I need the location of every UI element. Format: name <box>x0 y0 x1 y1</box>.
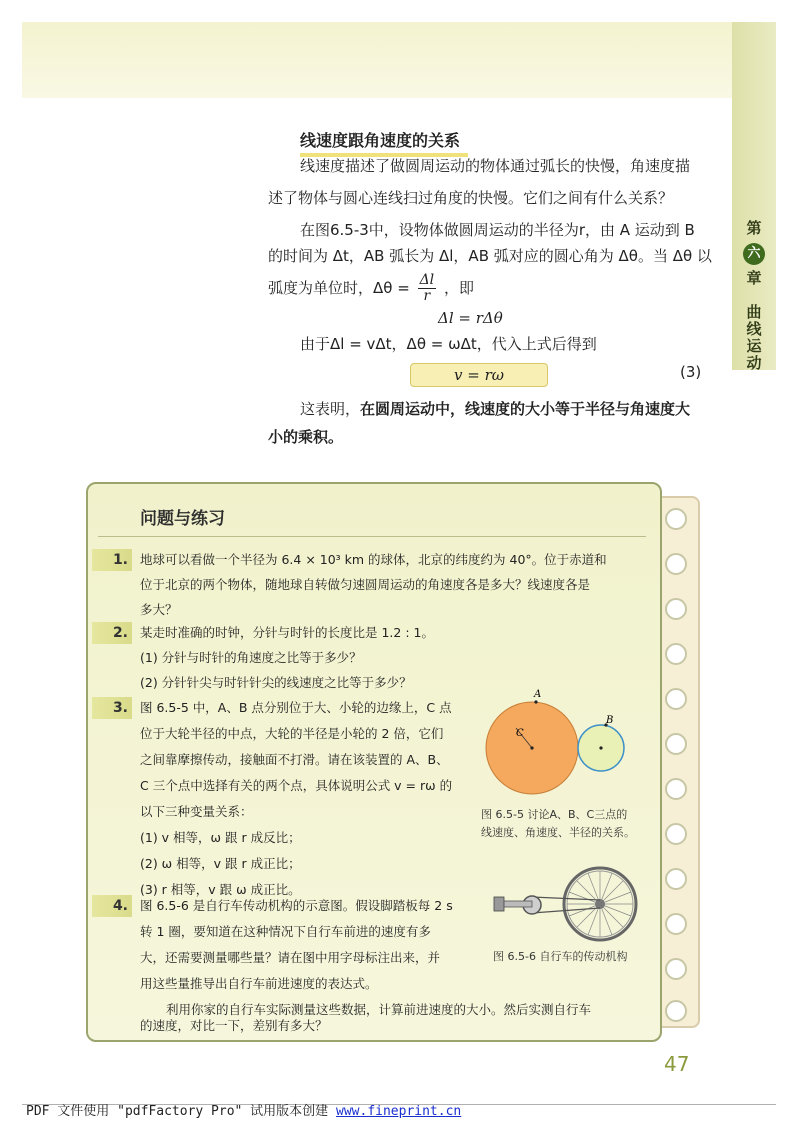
binder-ring <box>665 643 687 665</box>
binder-ring <box>665 823 687 845</box>
binder-ring <box>665 868 687 890</box>
paragraph-2-line-3 <box>268 272 474 304</box>
pdf-footer <box>26 1100 461 1119</box>
q3-line-3: 之间靠摩擦传动，接触面不打滑。请在该装置的 A、B、 <box>140 752 449 767</box>
q2-line-2: (1) 分针与时针的角速度之比等于多少？ <box>140 650 362 665</box>
figure-6-5-6-caption: 图 6.5-6 自行车的传动机构 <box>493 950 628 963</box>
equation-dl-r-dtheta: Δl = rΔθ <box>438 309 503 327</box>
paragraph-3: 由于Δl = vΔt，Δθ = ωΔt，代入上式后得到 <box>300 335 597 353</box>
q3-line-2: 位于大轮半径的中点，大轮的半径是小轮的 2 倍，它们 <box>140 726 444 741</box>
paragraph-2-line-2: 的时间为 Δt，AB 弧长为 Δl，AB 弧对应的圆心角为 Δθ。当 Δθ 以 <box>268 247 712 265</box>
q4-line-3: 大，还需要测量哪些量？请在图中用字母标注出来，并 <box>140 950 441 965</box>
binder-ring <box>665 688 687 710</box>
point-a <box>534 700 537 703</box>
q1-line-3: 多大？ <box>140 602 178 617</box>
binder-ring <box>665 1000 687 1022</box>
q3-line-8: (3) r 相等，v 跟 ω 成正比。 <box>140 882 301 897</box>
boxed-formula: v = rω <box>410 363 548 387</box>
conclusion-bold-1: 在圆周运动中，线速度的大小等于半径与角速度大 <box>360 400 691 418</box>
small-wheel-center <box>599 746 602 749</box>
conclusion-lead: 这表明， <box>300 400 361 418</box>
conclusion-line-1 <box>300 393 690 425</box>
chapter-number-badge: 六 <box>743 243 765 265</box>
paragraph-1-line-2: 述了物体与圆心连线扫过角度的快慢。它们之间有什么关系？ <box>268 189 674 207</box>
binder-ring <box>665 778 687 800</box>
q1-line-2: 位于北京的两个物体，随地球自转做匀速圆周运动的角速度各是多大？线速度各是 <box>140 577 591 592</box>
question-number-4: 4. <box>92 895 132 917</box>
figure-6-5-5-caption-1: 图 6.5-5 讨论A、B、C三点的 <box>481 808 628 821</box>
figure-6-5-5-wheels <box>478 684 628 802</box>
footer-link[interactable]: www.fineprint.cn <box>336 1104 462 1119</box>
page-number: 47 <box>664 1052 690 1076</box>
binder-ring <box>665 733 687 755</box>
question-number-3: 3. <box>92 697 132 719</box>
q4-line-2: 转 1 圈，要知道在这种情况下自行车前进的速度有多 <box>140 924 431 939</box>
figure-6-5-6-bicycle-drive <box>492 864 644 944</box>
chapter-title-char-3: 运 <box>746 337 762 355</box>
q4-line-1: 图 6.5-6 是自行车传动机构的示意图。假设脚踏板每 2 s <box>140 898 453 913</box>
q2-line-1: 某走时准确的时钟，分针与时针的长度比是 1.2 : 1。 <box>140 625 434 640</box>
question-number-2: 2. <box>92 622 132 644</box>
binder-ring <box>665 958 687 980</box>
label-b: B <box>606 715 614 726</box>
q3-line-5: 以下三种变量关系： <box>140 804 253 819</box>
q3-line-6: (1) v 相等，ω 跟 r 成反比； <box>140 830 301 845</box>
label-a: A <box>534 689 542 700</box>
chapter-title-char-2: 线 <box>746 320 762 338</box>
fraction-denominator: r <box>423 288 431 304</box>
big-wheel-center <box>530 746 533 749</box>
question-number-1: 1. <box>92 549 132 571</box>
q1-line-1: 地球可以看做一个半径为 6.4 × 10³ km 的球体，北京的纬度约为 40°。位于赤道和 <box>140 552 607 567</box>
rear-sprocket <box>595 899 605 909</box>
chapter-title-char-4: 动 <box>746 354 762 372</box>
binder-ring <box>665 598 687 620</box>
delta-theta-lead: 弧度为单位时，Δθ = <box>268 279 410 297</box>
delta-theta-tail: ，即 <box>443 279 474 297</box>
q3-line-4: C 三个点中选择有关的两个点，具体说明公式 v = rω 的 <box>140 778 453 793</box>
equation-number: (3) <box>680 363 702 381</box>
chapter-side-tab <box>732 22 776 370</box>
fraction-dl-over-r <box>418 273 437 304</box>
q3-line-1: 图 6.5-5 中，A、B 点分别位于大、小轮的边缘上，C 点 <box>140 700 452 715</box>
fraction-numerator: Δl <box>419 272 435 288</box>
paragraph-2-line-1: 在图6.5-3中，设物体做圆周运动的半径为r，由 A 运动到 B <box>300 221 695 239</box>
binder-ring <box>665 913 687 935</box>
chapter-di: 第 <box>746 219 762 237</box>
chapter-zhang: 章 <box>746 269 762 287</box>
q3-line-7: (2) ω 相等，v 跟 r 成正比； <box>140 856 301 871</box>
top-header-band <box>22 22 776 98</box>
title-divider <box>98 536 646 537</box>
q4-line-5: 利用你家的自行车实际测量这些数据，计算前进速度的大小。然后实测自行车 <box>166 1002 592 1017</box>
binder-ring <box>665 508 687 530</box>
chapter-title-char-1: 曲 <box>746 303 762 321</box>
q4-line-4: 用这些量推导出自行车前进速度的表达式。 <box>140 976 378 991</box>
footer-text: PDF 文件使用 "pdfFactory Pro" 试用版本创建 <box>26 1104 337 1119</box>
label-c: C <box>516 728 524 739</box>
conclusion-line-2: 小的乘积。 <box>268 428 344 446</box>
section-heading: 线速度跟角速度的关系 <box>300 128 468 157</box>
q4-line-6: 的速度，对比一下，差别有多大？ <box>140 1018 328 1033</box>
figure-6-5-5-caption-2: 线速度、角速度、半径的关系。 <box>481 826 635 839</box>
pedal <box>494 897 504 911</box>
q2-line-3: (2) 分针针尖与时针针尖的线速度之比等于多少？ <box>140 675 412 690</box>
paragraph-1-line-1: 线速度描述了做圆周运动的物体通过弧长的快慢，角速度描 <box>300 157 691 175</box>
binder-ring <box>665 553 687 575</box>
exercise-title: 问题与练习 <box>140 509 225 529</box>
